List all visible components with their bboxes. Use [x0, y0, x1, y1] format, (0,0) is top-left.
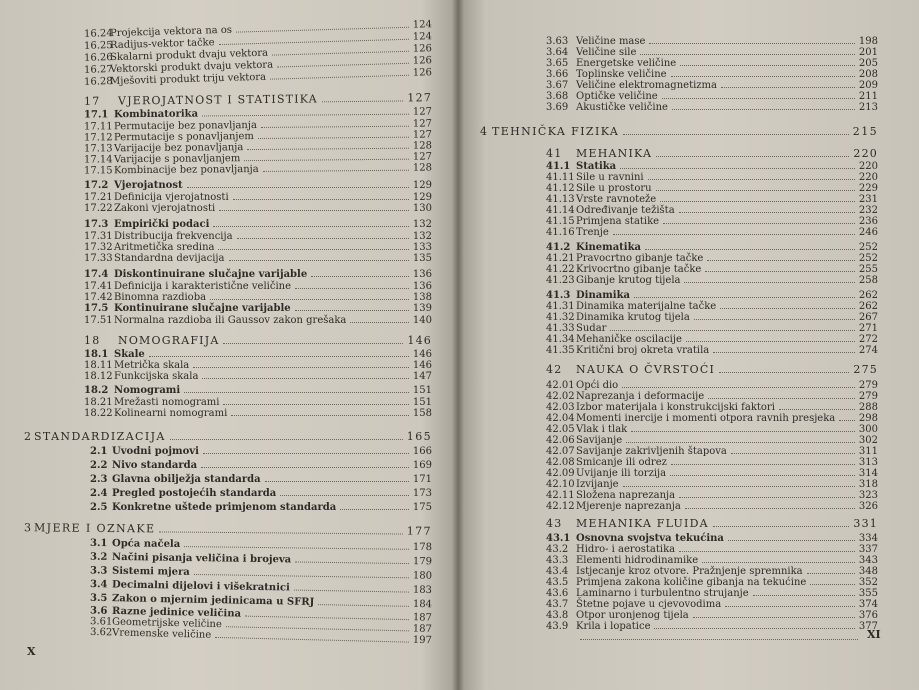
toc-section: 18.1 Skale 146	[84, 349, 432, 360]
toc-part: 4 TEHNIČKA FIZIKA 215	[480, 125, 878, 138]
dot-leader	[202, 371, 408, 379]
toc-entry: 42.12 Mjerenje naprezanja 326	[546, 501, 878, 512]
toc-entry: 42.02 Naprezanja i deformacije 279	[546, 391, 878, 402]
dot-leader	[318, 597, 409, 607]
dot-leader	[720, 301, 855, 309]
dot-leader	[648, 172, 855, 180]
toc-section: 43.1 Osnovna svojstva tekućina 334	[546, 533, 878, 544]
toc-section: 2.4 Pregled postojećih standarda 173	[90, 488, 432, 499]
toc-entry: 41.15 Primjena statike 236	[546, 216, 878, 227]
dot-leader	[707, 253, 855, 261]
toc-entry: 17.11 Permutacije bez ponavljanja 127	[83, 118, 433, 133]
toc-entry: 17.33 Standardna devijacija 135	[84, 253, 432, 264]
toc-entry: 42.03 Izbor materijala i konstrukcijski faktori 288	[546, 402, 878, 413]
toc-entry: 41.16 Trenje 246	[546, 227, 878, 238]
dot-leader	[170, 432, 403, 440]
dot-leader	[295, 281, 409, 289]
toc-entry: 42.10 Izvijanje 318	[546, 479, 878, 490]
toc-entry: 42.04 Momenti inercije i momenti otpora ravnih presjeka 298	[546, 413, 878, 424]
dot-leader	[194, 567, 409, 578]
toc-entry: 18.12 Funkcijska skala 147	[84, 371, 432, 382]
dot-leader	[261, 119, 409, 128]
toc-entry: 41.14 Određivanje težišta 232	[546, 205, 878, 216]
dot-leader	[187, 180, 409, 188]
toc-section: 3.6 Razne jedinice veličina 187	[89, 605, 433, 624]
toc-entry: 17.12 Permutacije s ponavljanjem 127	[83, 129, 433, 144]
toc-entry: 42.05 Vlak i tlak 300	[546, 424, 878, 435]
toc-section: 2.5 Konkretne uštede primjenom standarda 175	[90, 502, 432, 513]
toc-entry: 3.67 Veličine elektromagnetizma 209	[546, 80, 878, 91]
dot-leader	[654, 621, 854, 629]
toc-entry: 43.3 Elementi hidrodinamike 343	[546, 555, 878, 566]
toc-entry: 17.51 Normalna razdioba ili Gaussov zakon grešaka 140	[84, 315, 432, 326]
dot-leader	[671, 69, 855, 77]
dot-leader	[245, 609, 409, 620]
toc-entry: 41.22 Krivocrtno gibanje tačke 255	[546, 264, 878, 275]
toc-section: 2.3 Glavna obilježja standarda 171	[90, 474, 432, 485]
toc-entry: 43.8 Otpor uronjenog tijela 376	[546, 610, 878, 621]
toc-section: 3.2 Načini pisanja veličina i brojeva 179	[89, 551, 433, 568]
dot-leader	[679, 490, 855, 498]
dot-leader	[685, 501, 855, 509]
dot-leader	[693, 610, 855, 618]
dot-leader	[684, 275, 854, 283]
dot-leader	[810, 577, 855, 585]
toc-entry: 17.42 Binomna razdioba 138	[84, 292, 432, 303]
dot-leader	[779, 402, 855, 410]
dot-leader	[613, 227, 855, 235]
toc-entry: 17.22 Zakoni vjerojatnosti 130	[84, 203, 432, 214]
dot-leader	[713, 345, 855, 353]
dot-leader	[623, 127, 849, 135]
dot-leader	[229, 253, 409, 261]
dot-leader	[719, 365, 849, 373]
toc-section: 41.3 Dinamika 262	[546, 290, 878, 301]
toc-part: 2 STANDARDIZACIJA 165	[24, 430, 432, 443]
toc-chapter: 43 MEHANIKA FLUIDA 331	[546, 517, 878, 530]
toc-section: 18.2 Nomogrami 151	[84, 385, 432, 396]
dot-leader	[294, 583, 409, 593]
toc-entry: 17.31 Distribucija frekvencija 132	[84, 231, 432, 242]
right-toc	[458, 0, 919, 690]
toc-entry: 3.63 Veličine mase 198	[546, 36, 878, 47]
dot-leader	[686, 334, 855, 342]
dot-leader	[713, 519, 850, 527]
toc-section: 2.1 Uvodni pojmovi 166	[90, 446, 432, 457]
dot-leader	[244, 152, 409, 161]
toc-entry: 43.2 Hidro- i aerostatika 337	[546, 544, 878, 555]
toc-entry: 41.23 Gibanje krutog tijela 258	[546, 275, 878, 286]
toc-entry: 16.28 Mješoviti produkt triju vektora 126	[83, 67, 433, 88]
toc-chapter: 18 NOMOGRAFIJA 146	[84, 334, 432, 347]
toc-section: 2.2 Nivo standarda 169	[90, 460, 432, 471]
dot-leader	[725, 599, 855, 607]
right-page	[458, 0, 919, 690]
dot-leader	[640, 47, 855, 55]
dot-leader	[662, 91, 855, 99]
dot-leader	[223, 336, 403, 344]
dot-leader	[202, 107, 409, 117]
toc-chapter: 17 VJEROJATNOST I STATISTIKA 127	[83, 91, 433, 108]
toc-section: 3.5 Zakon o mjernim jedinicama u SFRJ 184	[89, 592, 433, 611]
toc-section: 17.1 Kombinatorika 127	[83, 106, 433, 121]
dot-leader	[580, 632, 858, 640]
toc-entry: 18.22 Kolinearni nomogrami 158	[84, 408, 432, 419]
dot-leader	[807, 566, 855, 574]
toc-entry: 41.21 Pravocrtno gibanje tačke 252	[546, 253, 878, 264]
dot-leader	[620, 161, 855, 169]
dot-leader	[263, 163, 409, 172]
toc-entry: 16.25 Radijus-vektor tačke 124	[83, 31, 433, 52]
dot-leader	[663, 216, 855, 224]
toc-entry: 17.15 Kombinacije bez ponavljanja 128	[83, 162, 433, 177]
dot-leader	[184, 539, 409, 550]
toc-part: 3 MJERE I OZNAKE 177	[23, 521, 433, 538]
dot-leader	[218, 242, 408, 250]
dot-leader	[679, 544, 855, 552]
toc-section: 41.1 Statika 220	[546, 161, 878, 172]
toc-entry: 18.21 Mrežasti nomogrami 151	[84, 397, 432, 408]
toc-entry: 17.32 Aritmetička sredina 133	[84, 242, 432, 253]
toc-entry: 17.14 Varijacije s ponavljanjem 127	[83, 151, 433, 166]
left-toc	[0, 0, 458, 690]
dot-leader	[184, 385, 409, 393]
toc-entry: 3.61 Geometrijske veličine 187	[89, 616, 433, 635]
dot-leader	[231, 408, 409, 416]
dot-leader	[322, 93, 404, 102]
dot-leader	[728, 533, 855, 541]
toc-entry: 41.32 Dinamika krutog tijela 267	[546, 312, 878, 323]
dot-leader	[340, 502, 409, 510]
dot-leader	[705, 264, 855, 272]
dot-leader	[203, 446, 409, 454]
dot-leader	[213, 219, 409, 227]
dot-leader	[694, 312, 855, 320]
dot-leader	[672, 102, 855, 110]
toc-entry: 3.68 Optičke veličine 211	[546, 91, 878, 102]
toc-entry: 17.21 Definicija vjerojatnosti 129	[84, 192, 432, 203]
toc-entry: 17.13 Varijacije bez ponavljanja 128	[83, 140, 433, 155]
dot-leader	[626, 435, 855, 443]
toc-section: 17.3 Empirički podaci 132	[84, 219, 432, 230]
toc-entry: 43.6 Laminarno i turbulentno strujanje 355	[546, 588, 878, 599]
book-gutter	[452, 0, 464, 690]
dot-leader	[660, 194, 855, 202]
dot-leader	[149, 349, 409, 357]
toc-section: 17.4 Diskontinuirane slučajne varijable 136	[84, 269, 432, 280]
toc-entry: 3.64 Veličine sile 201	[546, 47, 878, 58]
dot-leader	[631, 424, 855, 432]
toc-entry: 42.07 Savijanje zakrivljenih štapova 311	[546, 446, 878, 457]
toc-entry: 17.41 Definicija i karakteristične veličine 136	[84, 281, 432, 292]
dot-leader	[210, 292, 409, 300]
dot-leader	[670, 468, 855, 476]
dot-leader	[223, 397, 408, 405]
dot-leader	[622, 380, 855, 388]
dot-leader	[219, 203, 409, 211]
dot-leader	[679, 205, 855, 213]
toc-chapter: 41 MEHANIKA 220	[546, 147, 878, 160]
toc-entry: 3.69 Akustičke veličine 213	[546, 102, 878, 113]
toc-entry: 41.13 Vrste ravnoteže 231	[546, 194, 878, 205]
toc-entry: 42.06 Savijanje 302	[546, 435, 878, 446]
toc-entry: 41.35 Kritični broj okreta vratila 274	[546, 345, 878, 356]
toc-entry: 41.12 Sile u prostoru 229	[546, 183, 878, 194]
toc-entry: 42.11 Složena naprezanja 323	[546, 490, 878, 501]
dot-leader	[708, 391, 855, 399]
toc-section: 3.3 Sistemi mjera 180	[89, 565, 433, 582]
toc-entry: 42.01 Opći dio 279	[546, 380, 878, 391]
toc-chapter: 42 NAUKA O ČVRSTOĆI 275	[546, 363, 878, 376]
toc-section: 3.1 Opća načela 178	[89, 537, 433, 554]
dot-leader	[311, 269, 409, 277]
dot-leader	[649, 36, 854, 44]
dot-leader	[159, 524, 402, 534]
toc-entry: 41.33 Sudar 271	[546, 323, 878, 334]
toc-entry: 43.5 Primjena zakona količine gibanja na tekućine 352	[546, 577, 878, 588]
dot-leader	[258, 130, 409, 139]
dot-leader	[634, 290, 855, 298]
dot-leader	[201, 460, 409, 468]
dot-leader	[237, 231, 409, 239]
dot-leader	[839, 413, 855, 421]
toc-entry: 16.24 Projekcija vektora na os 124	[83, 19, 433, 40]
dot-leader	[645, 242, 855, 250]
toc-entry: 41.34 Mehaničke oscilacije 272	[546, 334, 878, 345]
dot-leader	[680, 58, 855, 66]
dot-leader	[753, 588, 855, 596]
toc-entry: 3.65 Energetske veličine 205	[546, 58, 878, 69]
dot-leader	[656, 183, 855, 191]
left-page-number: X	[27, 645, 36, 658]
toc-entry: 43.7 Štetne pojave u cjevovodima 374	[546, 599, 878, 610]
dot-leader	[656, 149, 849, 157]
toc-section: 3.4 Decimalni dijelovi i višekratnici 183	[89, 579, 433, 596]
left-page	[0, 0, 458, 690]
dot-leader	[731, 446, 855, 454]
toc-entry: 41.11 Sile u ravnini 220	[546, 172, 878, 183]
dot-leader	[265, 474, 409, 482]
toc-entry: 42.09 Uvijanje ili torzija 314	[546, 468, 878, 479]
toc-entry: 16.27 Vektorski produkt dvaju vektora 126	[83, 55, 433, 76]
toc-entry: 41.31 Dinamika materijalne tačke 262	[546, 301, 878, 312]
toc-entry: 3.66 Toplinske veličine 208	[546, 69, 878, 80]
toc-entry: 18.11 Metrička skala 146	[84, 360, 432, 371]
toc-entry: 43.4 Istjecanje kroz otvore. Pražnjenje spremnika 348	[546, 566, 878, 577]
dot-leader	[236, 20, 409, 33]
dot-leader	[247, 141, 409, 150]
dot-leader	[295, 554, 409, 564]
dot-leader	[233, 192, 409, 200]
dot-leader	[610, 323, 854, 331]
dot-leader	[702, 555, 855, 563]
toc-entry: 43.9 Krila i lopatice 377	[546, 621, 878, 632]
dot-leader	[721, 80, 855, 88]
toc-section: 17.2 Vjerojatnost 129	[84, 180, 432, 191]
toc-entry: 16.26 Skalarni produkt dvaju vektora 126	[83, 43, 433, 64]
dot-leader	[350, 315, 409, 323]
right-page-number: XI	[867, 628, 881, 641]
toc-section: 17.5 Kontinuirane slučajne varijable 139	[84, 303, 432, 314]
toc-section: 41.2 Kinematika 252	[546, 242, 878, 253]
toc-entry: 42.08 Smicanje ili odrez 313	[546, 457, 878, 468]
dot-leader	[280, 488, 409, 496]
dot-leader	[295, 303, 409, 311]
dot-leader	[671, 457, 855, 465]
toc-entry: 3.62 Vremenske veličine 197	[89, 626, 433, 647]
dot-leader	[193, 360, 409, 368]
toc-entry	[546, 632, 878, 640]
dot-leader	[623, 479, 855, 487]
